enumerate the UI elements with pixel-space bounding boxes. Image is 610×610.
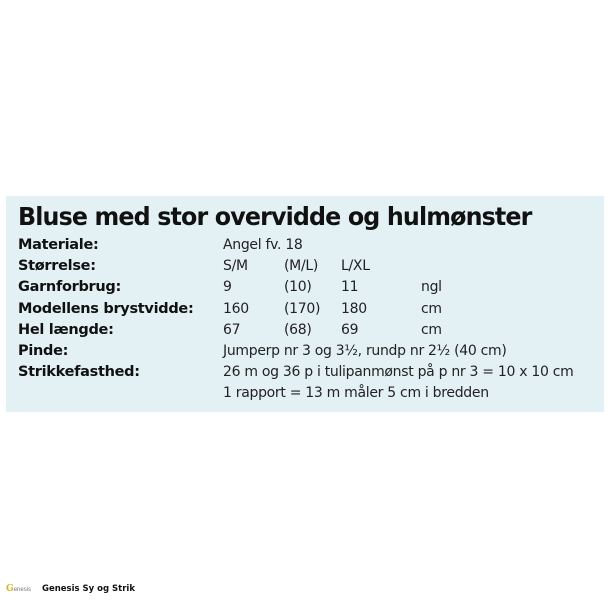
- yarn-3: 11: [341, 279, 359, 296]
- length-1: 67: [223, 321, 241, 338]
- label-brystvidde: Modellens brystvidde:: [18, 300, 194, 317]
- yarn-unit: ngl: [421, 279, 442, 296]
- yarn-1: 9: [223, 279, 232, 296]
- chest-2: (170): [284, 300, 321, 317]
- label-garnforbrug: Garnforbrug:: [18, 279, 122, 296]
- length-3: 69: [341, 321, 359, 338]
- value-materiale: Angel fv. 18: [223, 237, 303, 253]
- size-3: L/XL: [341, 258, 370, 275]
- logo-initial: G: [6, 584, 14, 594]
- genesis-logo-icon: [6, 584, 38, 594]
- pattern-title: Bluse med stor overvidde og hulmønster: [18, 202, 532, 231]
- label-strikkefasthed: Strikkefasthed:: [18, 364, 140, 381]
- size-1: S/M: [223, 258, 248, 275]
- brand-name: Genesis Sy og Strik: [42, 584, 135, 594]
- label-storrelse: Størrelse:: [18, 258, 96, 275]
- length-2: (68): [284, 321, 312, 338]
- chest-unit: cm: [421, 300, 442, 317]
- size-2: (M/L): [284, 258, 319, 275]
- pattern-info-panel: [6, 196, 604, 412]
- value-pinde: Jumperp nr 3 og 3½, rundp nr 2½ (40 cm): [223, 342, 507, 359]
- value-strikkefasthed: 26 m og 36 p i tulipanmønst på p nr 3 = 10 x 10 cm: [223, 364, 574, 381]
- value-rapport: 1 rapport = 13 m måler 5 cm i bredden: [223, 385, 489, 402]
- chest-1: 160: [223, 300, 249, 317]
- label-pinde: Pinde:: [18, 342, 69, 359]
- logo-text: enesis: [13, 587, 32, 593]
- label-laengde: Hel længde:: [18, 321, 114, 338]
- label-materiale: Materiale:: [18, 237, 99, 253]
- chest-3: 180: [341, 300, 367, 317]
- yarn-2: (10): [284, 279, 312, 296]
- footer-brand: [6, 584, 135, 594]
- length-unit: cm: [421, 321, 442, 338]
